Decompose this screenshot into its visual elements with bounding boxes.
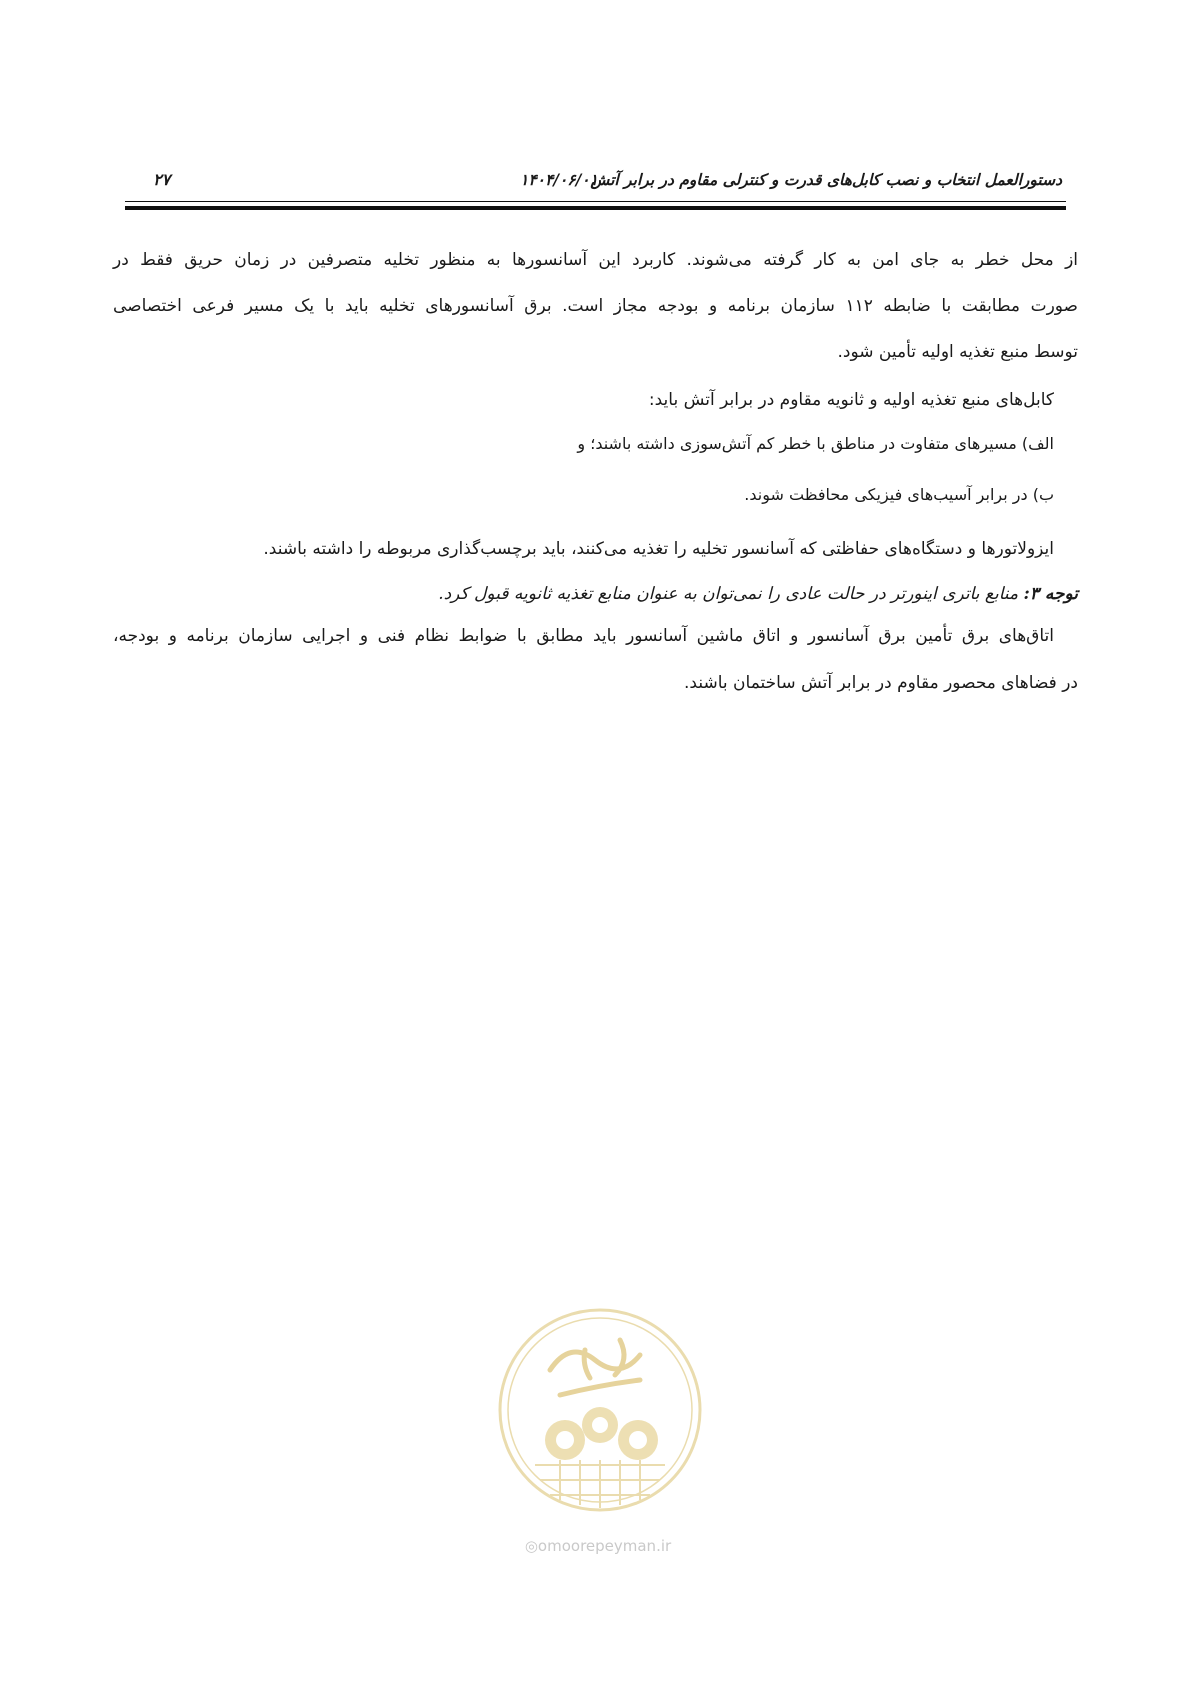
note-text: منابع باتری اینورتر در حالت عادی را نمی‌توان به عنوان منابع تغذیه ثانویه قبول کرد. — [438, 584, 1024, 604]
paragraph-line: ایزولاتورها و دستگاه‌های حفاظتی که آسانسور تخلیه را تغذیه می‌کنند، باید برچسب‌گذاری مربوطه را داشته باشند. — [263, 539, 1054, 559]
header-rule-thin — [125, 201, 1066, 202]
paragraph-line: صورت مطابقت با ضابطه ۱۱۲ سازمان برنامه و بودجه مجاز است. برق آسانسورهای تخلیه باید با یک مسیر فرعی اختصاصی — [113, 296, 1078, 316]
list-item-a: الف) مسیرهای متفاوت در مناطق با خطر کم آتش‌سوزی داشته باشند؛ و — [577, 434, 1054, 453]
page-header — [125, 170, 1066, 196]
paragraph-line: اتاق‌های برق تأمین برق آسانسور و اتاق ماشین آسانسور باید مطابق با ضوابط نظام فنی و اجرایی سازمان برنامه و بودجه، — [113, 626, 1054, 646]
watermark-site-icon: ◎ — [524, 1537, 538, 1555]
page-number: ۲۷ — [153, 170, 171, 189]
document-title: دستورالعمل انتخاب و نصب کابل‌های قدرت و کنترلی مقاوم در برابر آتش — [590, 170, 1062, 189]
watermark-site — [493, 1537, 703, 1555]
list-item-b: ب) در برابر آسیب‌های فیزیکی محافظت شوند. — [744, 485, 1054, 504]
header-rule-thick — [125, 206, 1066, 210]
paragraph-line: در فضاهای محصور مقاوم در برابر آتش ساختمان باشند. — [684, 673, 1078, 693]
paragraph-line: توسط منبع تغذیه اولیه تأمین شود. — [837, 342, 1078, 362]
note-3 — [113, 584, 1078, 604]
document-date: ۱۴۰۴/۰۶/۰۱ — [520, 170, 598, 189]
watermark-logo — [490, 1300, 710, 1520]
watermark-site-text: omoorepeyman.ir — [537, 1537, 672, 1555]
paragraph-line: از محل خطر به جای امن به کار گرفته می‌شوند. کاربرد این آسانسورها به منظور تخلیه متصرفین در زمان حریق فقط در — [113, 250, 1078, 270]
note-label: توجه ۳: — [1023, 584, 1078, 604]
list-intro: کابل‌های منبع تغذیه اولیه و ثانویه مقاوم در برابر آتش باید: — [648, 390, 1054, 410]
